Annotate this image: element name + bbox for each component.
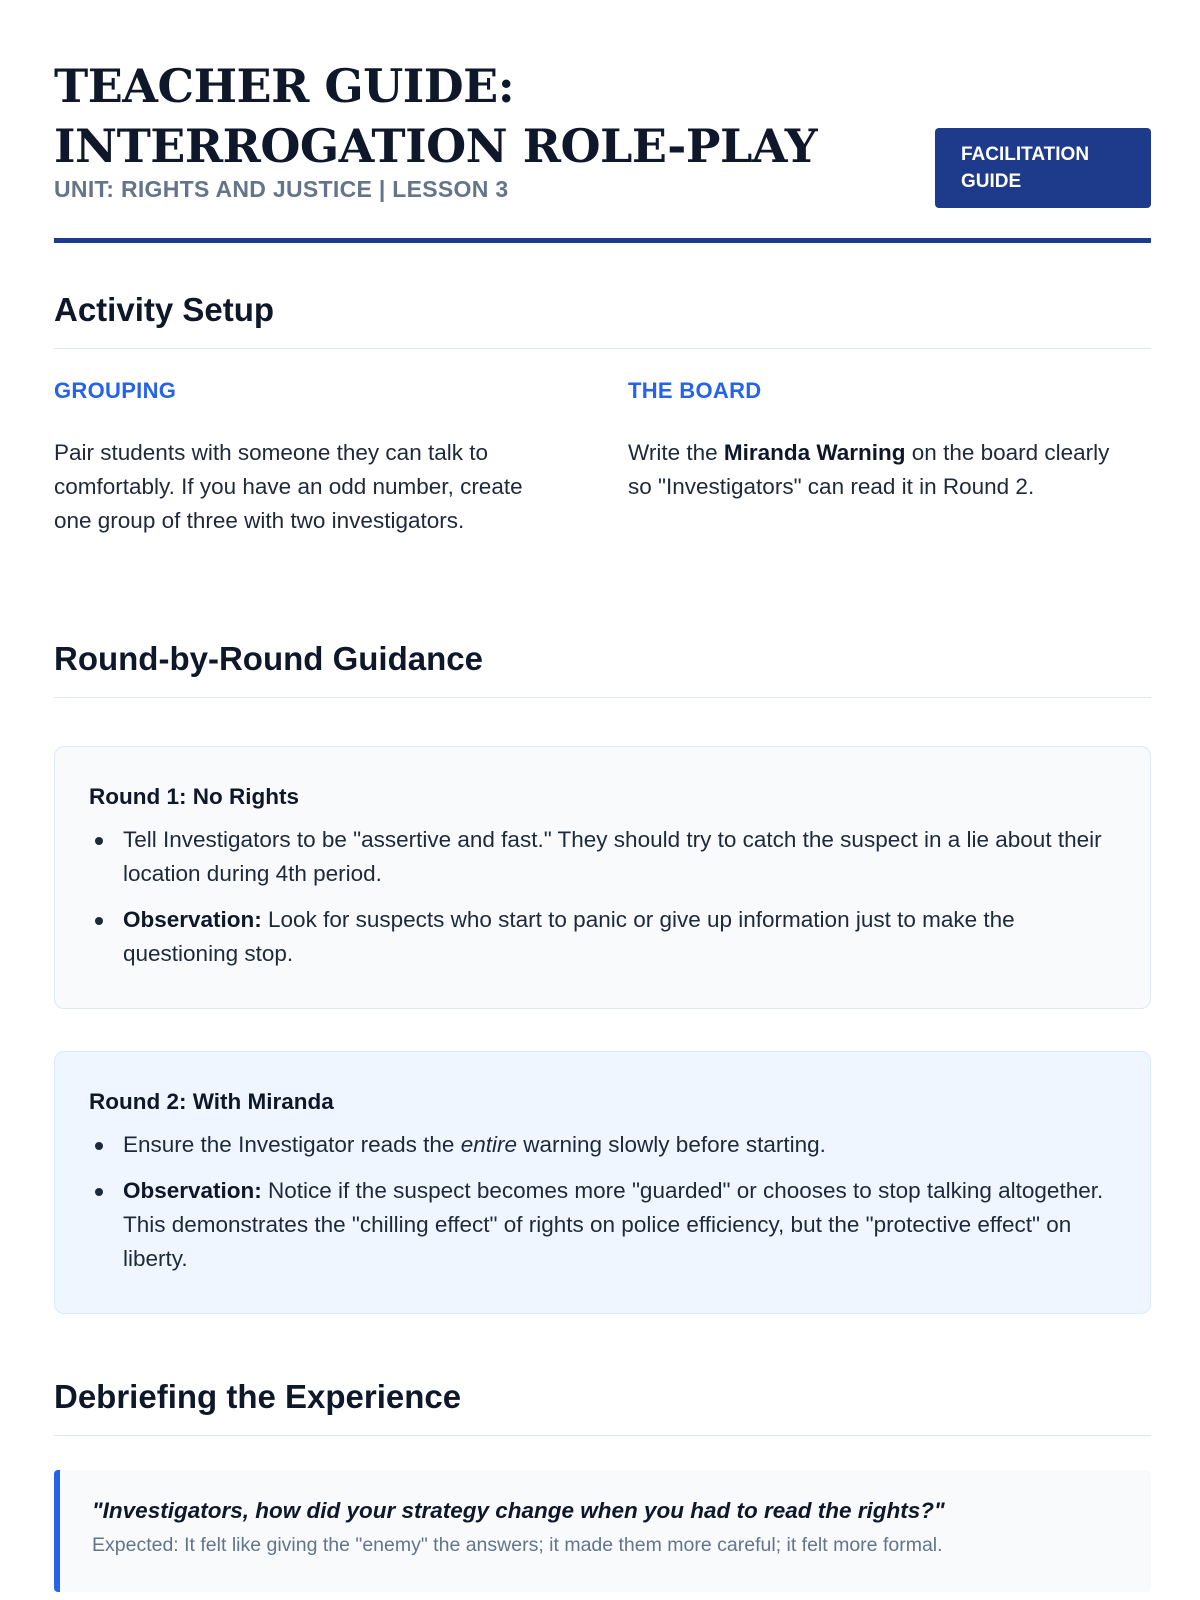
- round-2-observation: Notice if the suspect becomes more "guarded" or chooses to stop talking altogether. This demonstrates the "chilling effect" of rights on police efficiency, but the "protective effect" on liberty.: [123, 1178, 1104, 1271]
- round-2-title: Round 2: With Miranda: [89, 1089, 334, 1114]
- observation-label: Observation:: [123, 1178, 262, 1203]
- bullet-icon: [95, 917, 103, 925]
- guide-header: [54, 0, 1151, 243]
- list-item: [89, 1174, 1116, 1276]
- bullet-icon: [95, 1142, 103, 1150]
- board-text-after: on the board clearly so "Investigators" can read it in Round 2.: [628, 440, 1110, 499]
- round-2-list: [89, 1128, 1116, 1276]
- miranda-warning-term: Miranda Warning: [723, 440, 906, 465]
- round-1-observation: Look for suspects who start to panic or give up information just to make the questioning stop.: [123, 907, 1015, 966]
- unit-lesson-subtitle: UNIT: RIGHTS AND JUSTICE | LESSON 3: [54, 176, 509, 202]
- list-item: [89, 1128, 1116, 1162]
- round-1-list: [89, 823, 1116, 971]
- grouping-label: GROUPING: [54, 378, 177, 403]
- debrief-expected-answer: Expected: It felt like giving the "enemy" the answers; it made them more careful; it felt more formal.: [92, 1534, 943, 1556]
- activity-setup-heading: Activity Setup: [54, 290, 1151, 349]
- round-2-instruction-start: Ensure the Investigator reads the: [123, 1132, 461, 1157]
- bullet-icon: [95, 1188, 103, 1196]
- round-2-instruction-end: warning slowly before starting.: [517, 1132, 826, 1157]
- teacher-guide-page: [54, 0, 1151, 1556]
- grouping-text: Pair students with someone they can talk to comfortably. If you have an odd number, create one group of three with two investigators.: [54, 440, 523, 533]
- debrief-question: "Investigators, how did your strategy change when you had to read the rights?": [92, 1498, 945, 1523]
- debrief-heading: Debriefing the Experience: [54, 1377, 1151, 1436]
- board-label: THE BOARD: [628, 378, 762, 403]
- round-1-title: Round 1: No Rights: [89, 784, 299, 809]
- page-title: TEACHER GUIDE: INTERROGATION ROLE-PLAY: [54, 59, 818, 173]
- facilitation-guide-badge: FACILITATION GUIDE: [935, 128, 1151, 208]
- board-text-before: Write the: [628, 440, 724, 465]
- list-item: [89, 903, 1116, 971]
- round-1-card: [54, 746, 1151, 1009]
- round-guidance-heading: Round-by-Round Guidance: [54, 639, 1151, 698]
- board-text: [628, 436, 1138, 504]
- grouping-column: [54, 378, 564, 538]
- list-item: [89, 823, 1116, 891]
- debrief-quote: [54, 1470, 1151, 1592]
- bullet-icon: [95, 837, 103, 845]
- round-2-card: [54, 1051, 1151, 1314]
- board-column: [628, 378, 1138, 504]
- round-1-instruction: Tell Investigators to be "assertive and fast." They should try to catch the suspect in a lie about their location during 4th period.: [123, 827, 1102, 886]
- observation-label: Observation:: [123, 907, 262, 932]
- entire-emphasis: entire: [460, 1132, 517, 1157]
